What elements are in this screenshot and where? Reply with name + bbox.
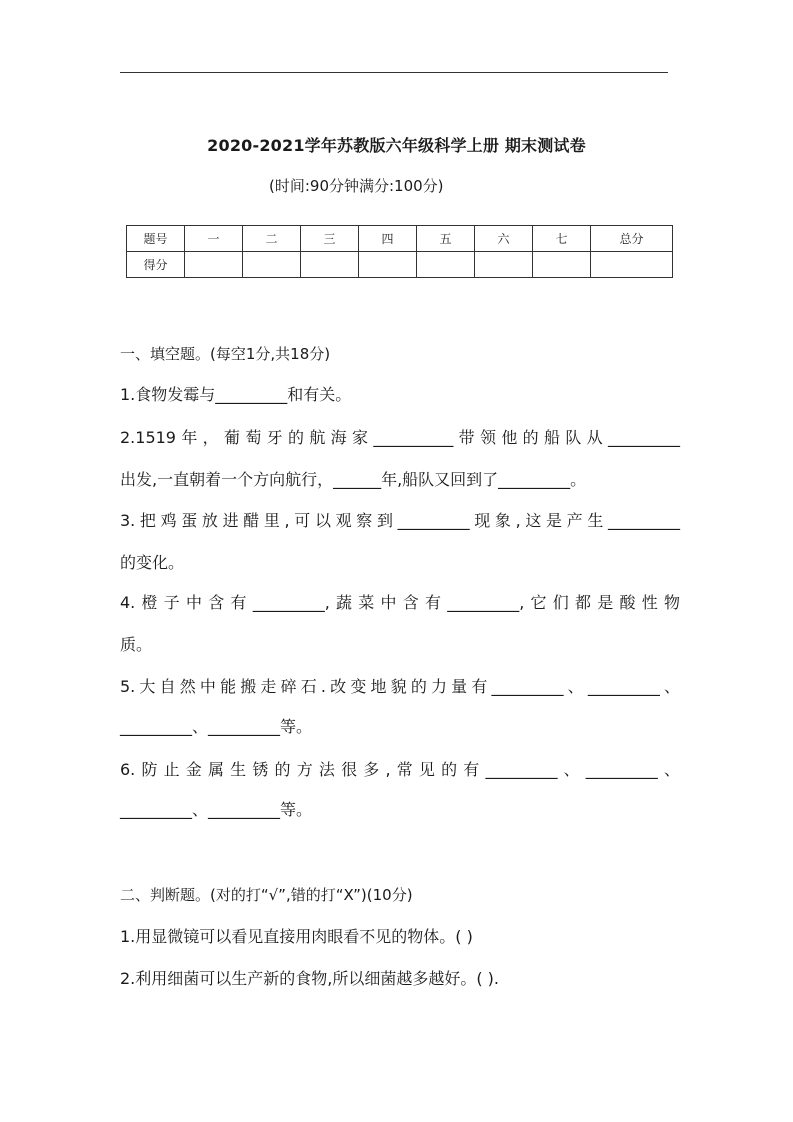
question-line: 4.橙子中含有_________,蔬菜中含有_________,它们都是酸性物: [120, 593, 680, 612]
score-cell: [475, 252, 533, 278]
row-label-cell: 得分: [127, 252, 185, 278]
score-cell: [243, 252, 301, 278]
score-table-header-row: [127, 226, 673, 252]
header-cell: 六: [475, 226, 533, 252]
question-line: 1.食物发霉与_________和有关。: [120, 385, 352, 404]
header-cell: 二: [243, 226, 301, 252]
page-title: 2020-2021学年苏教版六年级科学上册 期末测试卷: [207, 136, 586, 155]
header-cell: 题号: [127, 226, 185, 252]
question-line: 出发,一直朝着一个方向航行，______年,船队又回到了_________。: [120, 470, 587, 489]
header-cell: 五: [417, 226, 475, 252]
header-cell: 一: [185, 226, 243, 252]
exam-info: (时间:90分钟满分:100分): [269, 177, 444, 195]
question-line: _________、_________等。: [120, 717, 313, 736]
score-table: [126, 225, 673, 278]
header-cell: 三: [301, 226, 359, 252]
score-cell: [185, 252, 243, 278]
header-cell: 四: [359, 226, 417, 252]
score-cell: [591, 252, 673, 278]
score-table-score-row: [127, 252, 673, 278]
header-rule: [120, 72, 668, 73]
score-cell: [359, 252, 417, 278]
question-line: 2.利用细菌可以生产新的食物,所以细菌越多越好。( ).: [120, 969, 500, 988]
score-cell: [301, 252, 359, 278]
score-cell: [533, 252, 591, 278]
question-line: 质。: [120, 635, 153, 654]
question-line: 2.1519年，葡萄牙的航海家__________带领他的船队从_________: [120, 428, 680, 447]
section-heading-true-false: 二、判断题。(对的打“√”,错的打“X”)(10分): [120, 886, 413, 904]
question-line: 的变化。: [120, 553, 185, 572]
score-cell: [417, 252, 475, 278]
question-line: _________、_________等。: [120, 800, 313, 819]
header-cell: 七: [533, 226, 591, 252]
question-line: 1.用显微镜可以看见直接用肉眼看不见的物体。( ): [120, 927, 473, 946]
question-line: 6.防止金属生锈的方法很多,常见的有_________、_________、: [120, 760, 680, 779]
header-cell: 总分: [591, 226, 673, 252]
section-heading-fill-blank: 一、填空题。(每空1分,共18分): [120, 345, 331, 363]
question-line: 3.把鸡蛋放进醋里,可以观察到_________现象,这是产生_________: [120, 511, 680, 530]
question-line: 5.大自然中能搬走碎石.改变地貌的力量有_________、_________、: [120, 677, 680, 696]
